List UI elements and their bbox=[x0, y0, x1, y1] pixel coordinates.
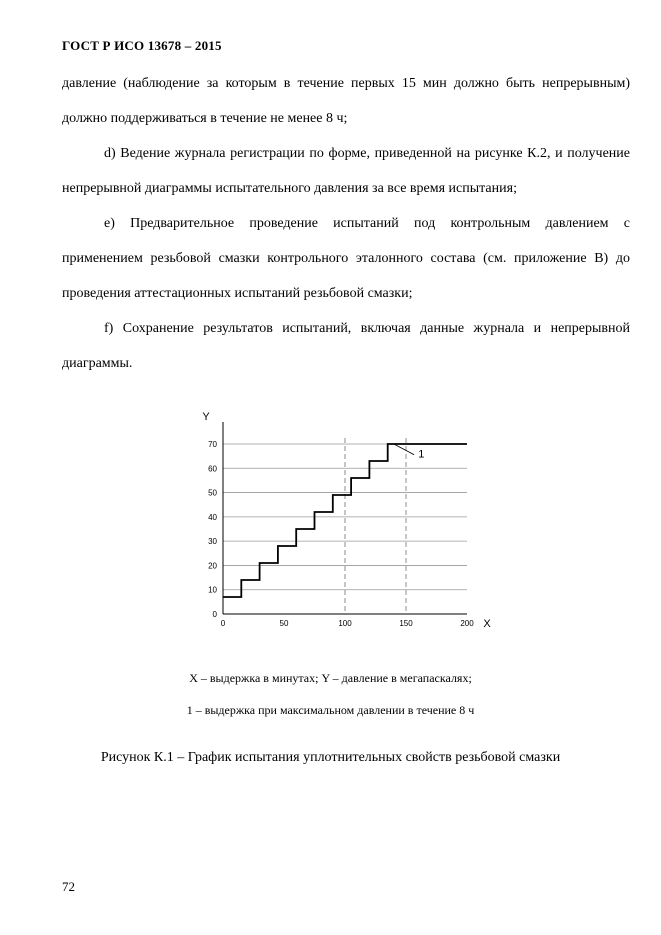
y-tick-label-30: 30 bbox=[208, 537, 217, 547]
figure-caption: Рисунок К.1 – График испытания уплотнительных свойств резьбовой смазки bbox=[100, 750, 561, 765]
y-tick-label-20: 20 bbox=[208, 561, 217, 571]
pressure-chart bbox=[186, 404, 506, 634]
paragraph-f: f) Сохранение результатов испытаний, включая данные журнала и непрерывной диаграммы. bbox=[62, 321, 630, 371]
figure-note-hold: 1 – выдержка при максимальном давлении в течение 8 ч bbox=[186, 703, 475, 717]
y-tick-label-50: 50 bbox=[208, 488, 217, 498]
y-tick-label-10: 10 bbox=[208, 585, 217, 595]
annotation-leader-0 bbox=[394, 444, 414, 455]
paragraph-pressure: давление (наблюдение за которым в течение первых 15 мин должно быть непрерывным) должно поддерживаться в течение не менее 8 ч; bbox=[62, 76, 630, 126]
x-tick-label-150: 150 bbox=[399, 619, 413, 628]
paragraph-d: d) Ведение журнала регистрации по форме, приведенной на рисунке К.2, и получение непрерывной диаграммы испытательного давления за все время испытания; bbox=[62, 146, 630, 196]
x-tick-label-200: 200 bbox=[460, 619, 474, 628]
x-tick-label-50: 50 bbox=[279, 619, 289, 628]
y-axis-label: Y bbox=[202, 411, 210, 423]
figure-note-axes: X – выдержка в минутах; Y – давление в мегапаскалях; bbox=[189, 671, 472, 685]
page-number: 72 bbox=[62, 879, 75, 894]
x-tick-label-0: 0 bbox=[220, 619, 226, 628]
document-code: ГОСТ Р ИСО 13678 – 2015 bbox=[62, 38, 222, 53]
body-text bbox=[62, 66, 630, 381]
x-tick-label-100: 100 bbox=[338, 619, 352, 628]
chart-svg bbox=[186, 404, 506, 634]
y-tick-label-70: 70 bbox=[208, 440, 217, 449]
y-tick-label-40: 40 bbox=[208, 512, 217, 522]
y-tick-label-0: 0 bbox=[212, 610, 217, 619]
annotation-label-0: 1 bbox=[418, 448, 425, 461]
x-axis-label: X bbox=[483, 618, 491, 630]
paragraph-e: e) Предварительное проведение испытаний под контрольным давлением с применением резьбовой смазки контрольного эталонного состава (см. приложение В) до проведения аттестационных испытаний резьбовой смазки; bbox=[62, 216, 630, 301]
y-tick-label-60: 60 bbox=[208, 464, 217, 474]
